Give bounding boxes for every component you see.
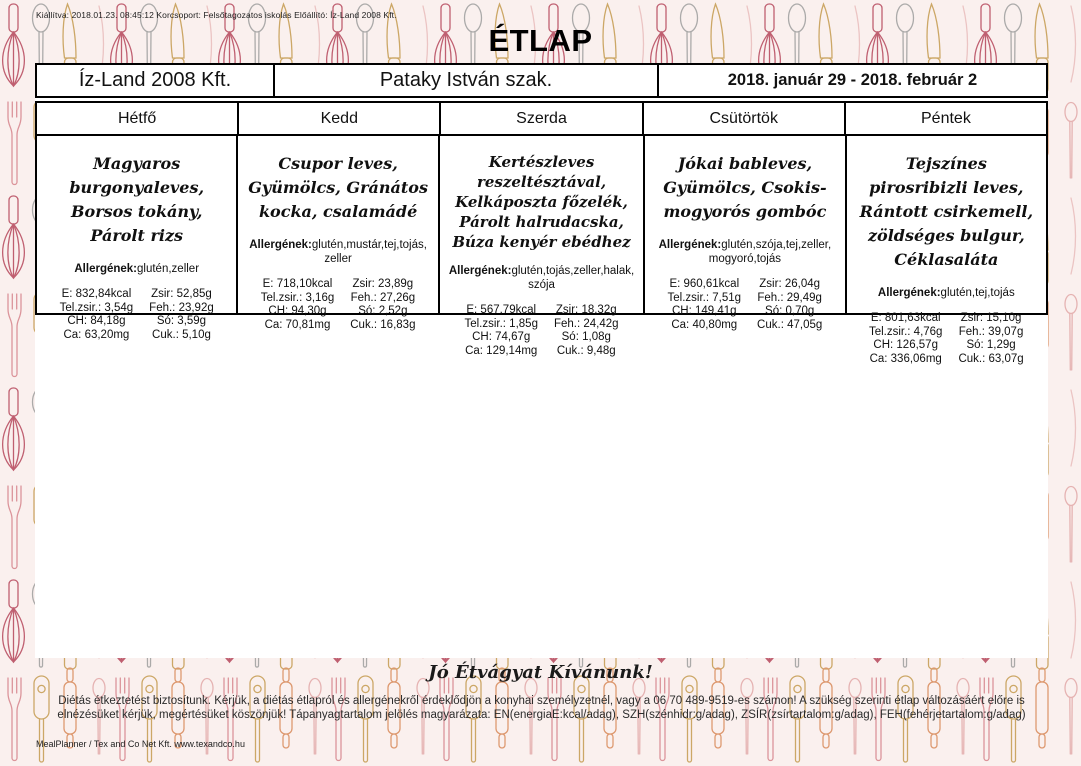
allergen-label: Allergének: bbox=[877, 287, 941, 299]
menu-dishes: Kertészleves reszeltésztával, Kelkáposzta főzelék, Párolt halrudacska, Búza kenyér ebédhez bbox=[452, 153, 631, 251]
nutrition-value: Zsir: 26,04g bbox=[759, 278, 821, 290]
allergen-line bbox=[46, 262, 227, 276]
nutrition-value: Cuk.: 63,07g bbox=[958, 352, 1024, 365]
date-range: 2018. január 29 - 2018. február 2 bbox=[657, 65, 1046, 96]
nutrition-value: Só: 3,59g bbox=[156, 315, 207, 327]
page-title: ÉTLAP bbox=[488, 23, 593, 58]
nutrition-value: Cuk.: 9,48g bbox=[556, 344, 616, 357]
nutrition-value: Ca: 129,14mg bbox=[465, 344, 538, 357]
day-header-wednesday: Szerda bbox=[439, 103, 641, 134]
nutrition-left-column bbox=[60, 288, 134, 342]
allergen-list: glutén,tojás,zeller,halak, szója bbox=[511, 265, 635, 291]
menu-dishes: Tejszínes pirosribizli leves, Rántott csirkemell, zöldséges bulgur, Céklasaláta bbox=[859, 154, 1034, 269]
allergen-label: Allergének: bbox=[658, 239, 722, 251]
software-credit: MealPlanner / Tex and Co Net Kft. www.texandco.hu bbox=[36, 739, 245, 749]
nutrition-value: E: 718,10kcal bbox=[262, 278, 333, 290]
nutrition-value: Só: 0,70g bbox=[765, 305, 815, 317]
well-wish-text: Jó Étvágyat Kívánunk! bbox=[428, 662, 653, 683]
allergen-label: Allergének: bbox=[74, 263, 138, 275]
nutrition-value: Ca: 40,80mg bbox=[671, 318, 738, 331]
day-header-row bbox=[37, 103, 1046, 136]
nutrition-block bbox=[46, 288, 227, 342]
nutrition-block bbox=[856, 312, 1037, 366]
nutrition-value: CH: 94,30g bbox=[268, 305, 327, 317]
menu-cell-friday bbox=[845, 136, 1046, 365]
menu-dishes: Csupor leves, Gyümölcs, Gránátos kocka, csalamádé bbox=[248, 154, 428, 221]
allergen-list: glutén,zeller bbox=[137, 263, 200, 275]
nutrition-left-column bbox=[668, 278, 742, 332]
diet-disclaimer: Diétás étkeztetést biztosítunk. Kérjük, a diétás étlapról és allergénekről érdeklődjön a konyhai személyzetnél, vagy a 06 70 489-9519-es számon! A szükség szerinti étlap változásáért előre is elnézésüket kérjük, megértésüket köszönjük! Tápanyagtartalom jelölés magyarázata: EN(energiaE:kcal/adag), SZH(szénhidr:g/adag), ZSÍR(zsírtartalom:g/adag), FEH(fehérjetartalom:g/adag) bbox=[57, 695, 1026, 721]
day-header-thursday: Csütörtök bbox=[642, 103, 844, 134]
nutrition-value: Ca: 70,81mg bbox=[264, 318, 331, 331]
nutrition-value: Só: 1,08g bbox=[561, 331, 611, 343]
nutrition-value: Feh.: 29,49g bbox=[757, 291, 822, 304]
menu-cell-tuesday bbox=[236, 136, 437, 331]
allergen-list: glutén,mustár,tej,tojás, zeller bbox=[311, 239, 427, 265]
menu-dishes: Jókai bableves, Gyümölcs, Csokis-mogyorós gombóc bbox=[663, 154, 827, 221]
nutrition-value: Feh.: 39,07g bbox=[958, 325, 1024, 338]
nutrition-value: Só: 1,29g bbox=[966, 339, 1016, 351]
menu-cell-monday bbox=[37, 136, 236, 341]
nutrition-value: Tel.zsir.: 7,51g bbox=[667, 291, 742, 304]
nutrition-value: Feh.: 27,26g bbox=[350, 291, 416, 304]
nutrition-right-column bbox=[149, 288, 214, 342]
nutrition-right-column bbox=[757, 278, 822, 332]
allergen-label: Allergének: bbox=[249, 239, 312, 251]
day-header-monday: Hétfő bbox=[117, 109, 157, 127]
weekly-menu-table bbox=[35, 101, 1048, 365]
kitchen-name: Pataky István szak. bbox=[273, 65, 657, 96]
allergen-list: glutén,tej,tojás bbox=[940, 287, 1015, 299]
nutrition-value: Feh.: 24,42g bbox=[553, 317, 619, 330]
nutrition-value: Só: 2,52g bbox=[358, 305, 408, 317]
nutrition-value: E: 567,79kcal bbox=[466, 304, 537, 316]
day-content-row bbox=[37, 136, 1046, 365]
nutrition-right-column bbox=[958, 312, 1023, 366]
menu-cell-thursday bbox=[643, 136, 844, 331]
header-table bbox=[35, 63, 1048, 98]
menu-cell-wednesday bbox=[438, 136, 643, 357]
nutrition-left-column bbox=[869, 312, 943, 366]
nutrition-value: Cuk.: 5,10g bbox=[152, 328, 211, 341]
nutrition-value: CH: 149,41g bbox=[672, 305, 737, 317]
nutrition-value: E: 960,61kcal bbox=[669, 278, 740, 290]
day-header-tuesday: Kedd bbox=[237, 103, 439, 134]
nutrition-value: E: 801,63kcal bbox=[870, 312, 941, 324]
nutrition-right-column bbox=[350, 278, 415, 332]
nutrition-value: CH: 126,57g bbox=[873, 339, 938, 351]
menu-dishes: Magyaros burgonyaleves, Borsos tokány, Párolt rizs bbox=[69, 154, 205, 245]
document-info-line: Kiállítva: 2018.01.23. 08:45:12 Korcsoport: Felsőtagozatos iskolás Előállító: Íz-Land 2008 Kft. bbox=[36, 10, 397, 20]
provider-name: Íz-Land 2008 Kft. bbox=[78, 69, 232, 91]
nutrition-value: Tel.zsir.: 3,16g bbox=[260, 291, 335, 304]
nutrition-value: E: 832,84kcal bbox=[61, 288, 132, 300]
allergen-list: glutén,szója,tej,zeller, mogyoró,tojás bbox=[708, 239, 832, 265]
nutrition-value: Ca: 336,06mg bbox=[869, 352, 942, 365]
nutrition-value: Tel.zsir.: 4,76g bbox=[868, 325, 943, 338]
nutrition-value: Cuk.: 16,83g bbox=[350, 318, 416, 331]
allergen-label: Allergének: bbox=[448, 265, 512, 277]
nutrition-block bbox=[247, 278, 428, 332]
nutrition-right-column bbox=[554, 304, 619, 358]
nutrition-left-column bbox=[261, 278, 335, 332]
nutrition-value: Zsir: 23,89g bbox=[352, 278, 414, 290]
nutrition-left-column bbox=[464, 304, 538, 358]
nutrition-block bbox=[654, 278, 835, 332]
nutrition-value: CH: 84,18g bbox=[67, 315, 126, 327]
allergen-line bbox=[449, 264, 634, 292]
nutrition-value: Zsir: 18,32g bbox=[555, 304, 617, 316]
nutrition-value: Cuk.: 47,05g bbox=[757, 318, 823, 331]
nutrition-value: Tel.zsir.: 1,85g bbox=[464, 317, 538, 330]
nutrition-value: Zsir: 52,85g bbox=[151, 288, 212, 300]
nutrition-block bbox=[449, 304, 634, 358]
nutrition-value: Tel.zsir.: 3,54g bbox=[59, 301, 134, 314]
nutrition-value: Ca: 63,20mg bbox=[63, 328, 130, 341]
nutrition-value: Zsir: 15,10g bbox=[960, 312, 1022, 324]
nutrition-value: CH: 74,67g bbox=[472, 331, 531, 343]
allergen-line bbox=[654, 238, 835, 266]
day-header-friday: Péntek bbox=[844, 103, 1046, 134]
allergen-line bbox=[247, 238, 428, 266]
nutrition-value: Feh.: 23,92g bbox=[149, 301, 214, 314]
allergen-line bbox=[856, 286, 1037, 300]
